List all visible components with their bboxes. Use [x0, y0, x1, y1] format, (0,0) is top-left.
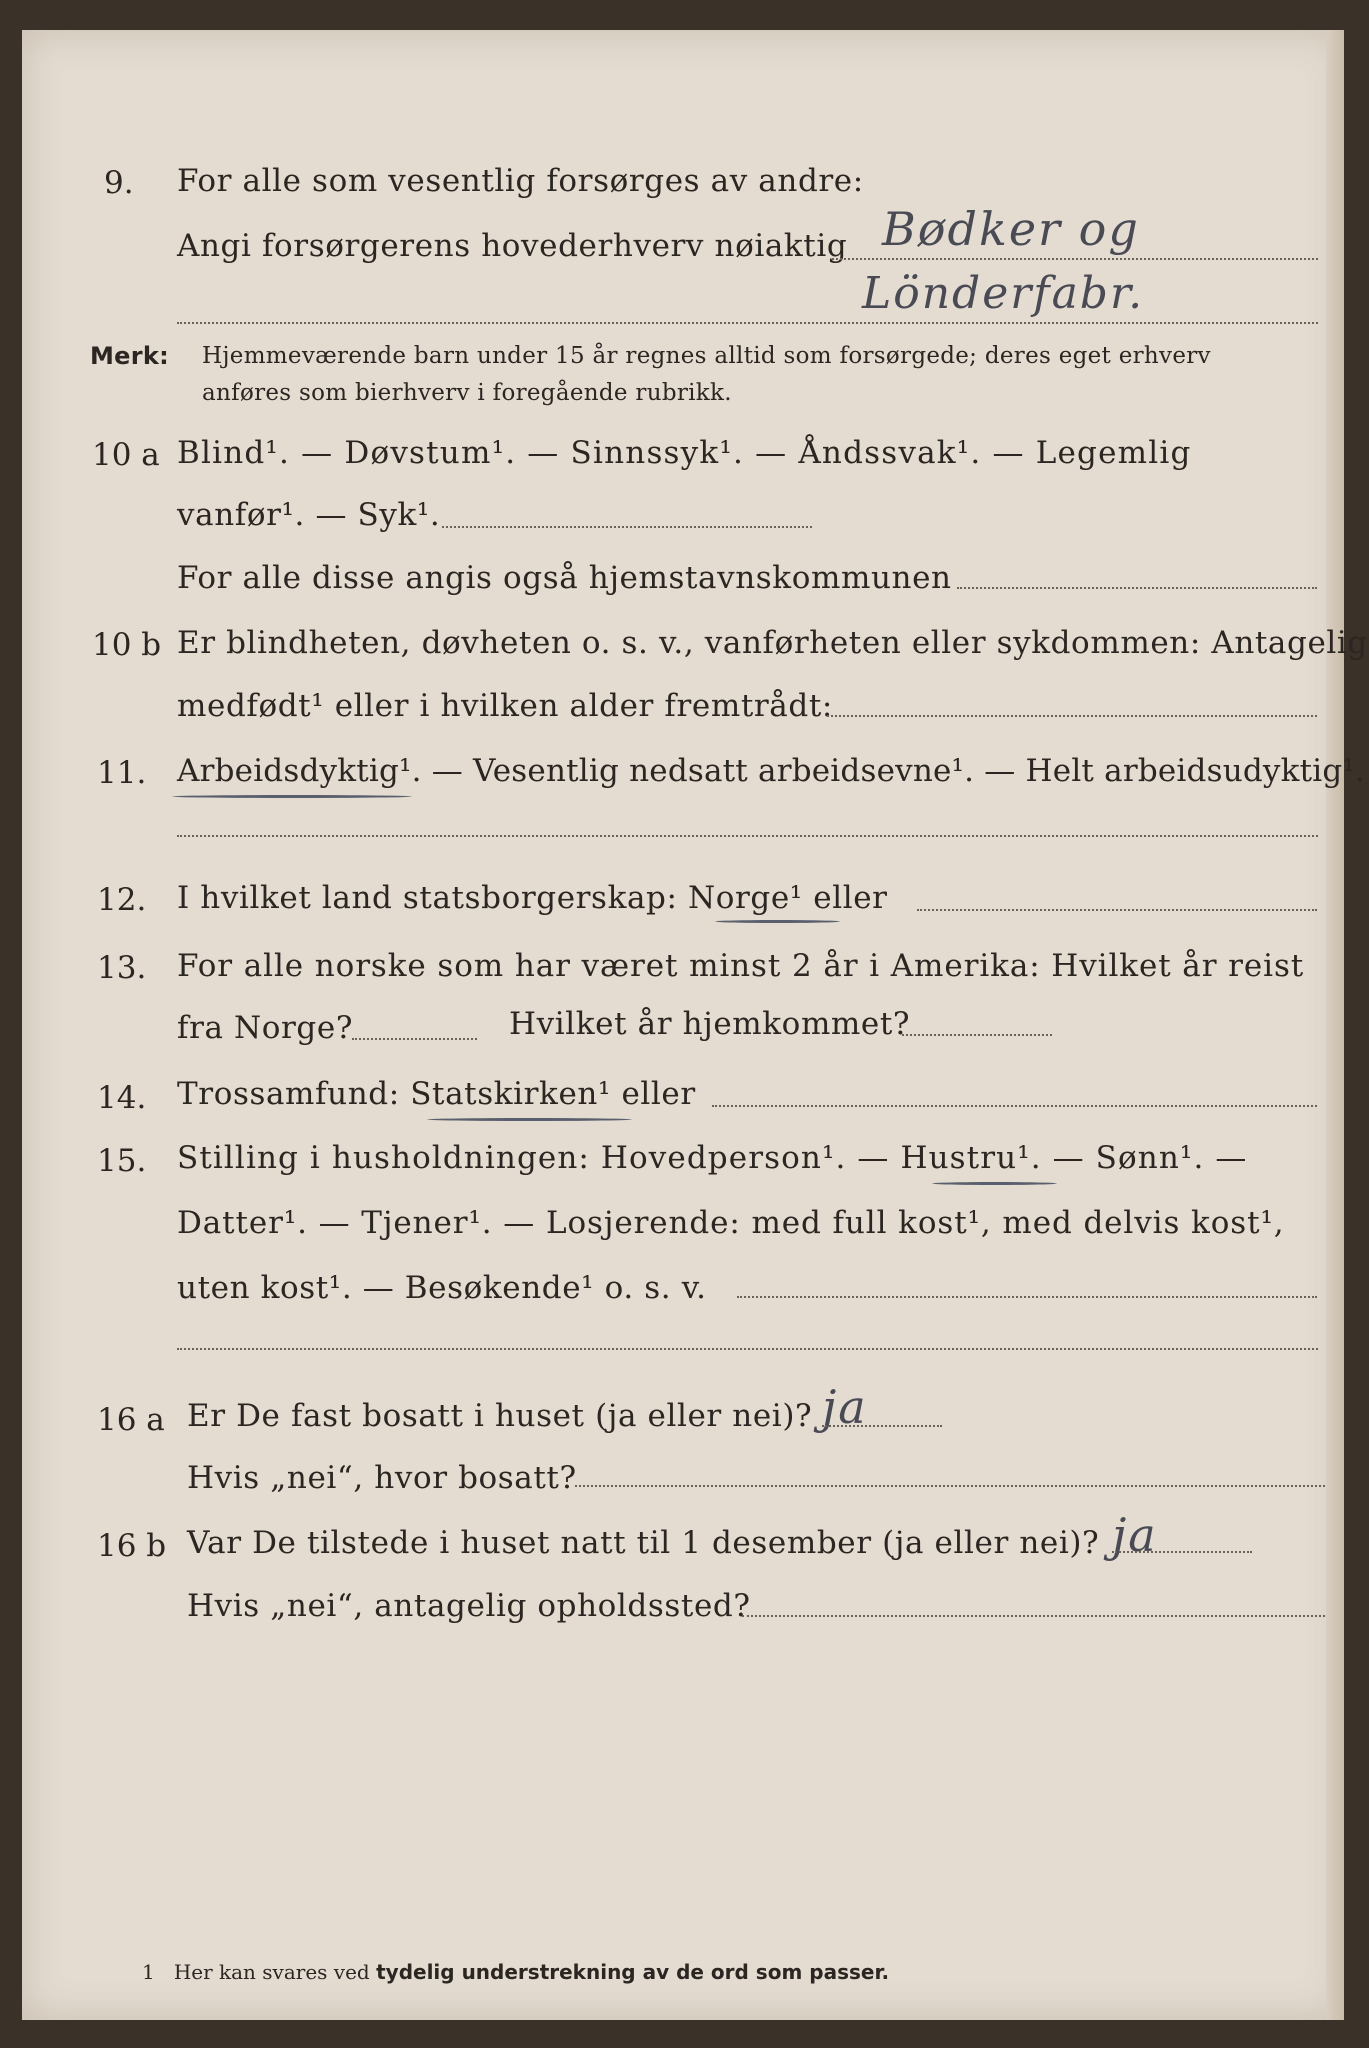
- q16a-number: 16 a: [97, 1402, 165, 1438]
- q10b-line1: Er blindheten, døvheten o. s. v., vanførheten eller sykdommen: Antagelig: [177, 625, 1368, 661]
- q10b-dots: [827, 715, 1317, 717]
- q16a-line1: Er De fast bosatt i huset (ja eller nei)?: [187, 1398, 813, 1434]
- footnote-text-bold: tydelig understrekning av de ord som passer.: [376, 1960, 890, 1984]
- q10a-dots-2: [957, 587, 1317, 589]
- q16b-line2: Hvis „nei“, antagelig opholdssted?: [187, 1588, 751, 1624]
- q14-line1: Trossamfund: Statskirken¹ eller: [177, 1076, 696, 1112]
- q13-line2a: fra Norge?: [177, 1010, 354, 1046]
- q13-number: 13.: [97, 950, 147, 986]
- q14-handwritten-underline: [427, 1118, 632, 1121]
- q9-number: 9.: [104, 165, 134, 201]
- q10b-number: 10 b: [92, 627, 162, 663]
- q13-dots-2: [902, 1034, 1052, 1036]
- q16b-dots-2: [742, 1615, 1325, 1617]
- q9-answer-dots: [832, 258, 1318, 260]
- q10b-line2: medfødt¹ eller i hvilken alder fremtrådt:: [177, 688, 833, 724]
- footnote-text-plain: Her kan svares ved: [173, 1960, 370, 1984]
- census-form-page: [22, 30, 1368, 2020]
- q16b-handwritten-answer: ja: [1112, 1508, 1158, 1562]
- q15-line3: uten kost¹. — Besøkende¹ o. s. v.: [177, 1270, 707, 1306]
- q16b-line1: Var De tilstede i huset natt til 1 desember (ja eller nei)?: [187, 1525, 1100, 1561]
- q9-handwritten-answer-1: Bødker og: [882, 202, 1140, 256]
- q15-dots-1: [737, 1296, 1317, 1298]
- q11-dots: [177, 835, 1318, 837]
- q10a-number: 10 a: [92, 437, 160, 473]
- q11-line1: Arbeidsdyktig¹. — Vesentlig nedsatt arbeidsevne¹. — Helt arbeidsudyktig¹.: [177, 753, 1366, 789]
- merk-line1: Hjemmeværende barn under 15 år regnes alltid som forsørgede; deres eget erhverv: [202, 343, 1211, 369]
- q12-number: 12.: [97, 882, 147, 918]
- q14-number: 14.: [97, 1080, 147, 1116]
- q16a-dots-1: [822, 1425, 942, 1427]
- q16a-handwritten-answer: ja: [822, 1380, 868, 1434]
- q13-line2b: Hvilket år hjemkommet?: [509, 1006, 911, 1042]
- q14-dots: [712, 1105, 1317, 1107]
- q9-handwritten-answer-2: Lönderfabr.: [862, 268, 1145, 319]
- q9-line2: Angi forsørgerens hovederhverv nøiaktig: [177, 228, 848, 264]
- q12-line1: I hvilket land statsborgerskap: Norge¹ eller: [177, 880, 888, 916]
- q10a-line3: For alle disse angis også hjemstavnskommunen: [177, 560, 952, 596]
- q10a-line1: Blind¹. — Døvstum¹. — Sinnssyk¹. — Åndssvak¹. — Legemlig: [177, 435, 1192, 471]
- q11-number: 11.: [97, 755, 147, 791]
- q13-line1: For alle norske som har været minst 2 år i Amerika: Hvilket år reist: [177, 948, 1305, 984]
- q15-number: 15.: [97, 1143, 147, 1179]
- q16b-number: 16 b: [97, 1528, 167, 1564]
- q15-dots-2: [177, 1348, 1318, 1350]
- q16b-dots-1: [1112, 1551, 1252, 1553]
- q16a-line2: Hvis „nei“, hvor bosatt?: [187, 1460, 577, 1496]
- footnote: [142, 1960, 889, 1984]
- q15-handwritten-underline: [932, 1182, 1057, 1185]
- q10a-line2: vanfør¹. — Syk¹.: [177, 497, 441, 533]
- q11-handwritten-underline: [172, 795, 412, 798]
- q9-line1: For alle som vesentlig forsørges av andre:: [177, 163, 864, 199]
- q13-dots-1: [352, 1038, 477, 1040]
- q10a-dots-1: [442, 526, 812, 528]
- q12-handwritten-underline: [715, 920, 840, 923]
- page-edge: [1326, 30, 1344, 2020]
- merk-label: Merk:: [90, 342, 170, 370]
- q12-dots: [917, 909, 1317, 911]
- q16a-dots-2: [575, 1485, 1325, 1487]
- footnote-marker: 1: [142, 1960, 155, 1984]
- merk-line2: anføres som bierhverv i foregående rubrikk.: [202, 380, 732, 406]
- q15-line1: Stilling i husholdningen: Hovedperson¹. — Hustru¹. — Sønn¹. —: [177, 1140, 1248, 1176]
- q9-answer-dots-2: [177, 322, 1318, 324]
- q15-line2: Datter¹. — Tjener¹. — Losjerende: med full kost¹, med delvis kost¹,: [177, 1205, 1285, 1241]
